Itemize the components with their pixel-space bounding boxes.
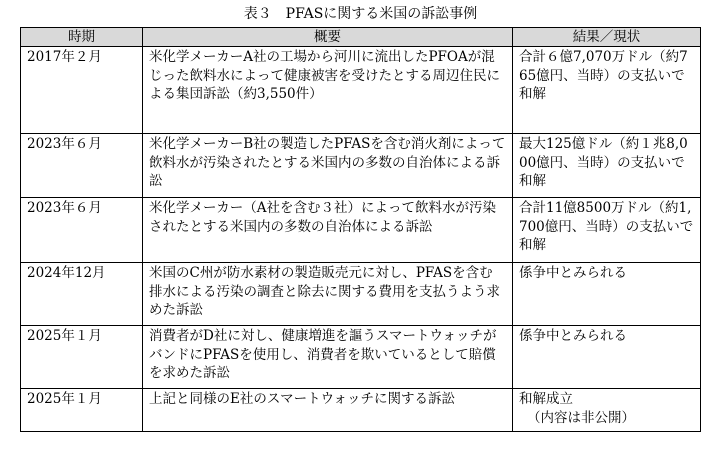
table-row bbox=[21, 134, 701, 198]
table-header-row bbox=[21, 28, 701, 47]
period-cell: 2025年１月 bbox=[21, 389, 143, 432]
header-summary: 概要 bbox=[143, 28, 513, 47]
period-cell: 2023年６月 bbox=[21, 198, 143, 263]
table-row bbox=[21, 263, 701, 326]
result-cell bbox=[513, 389, 701, 432]
summary-cell: 米化学メーカーA社の工場から河川に流出したPFOAが混じった飲料水によって健康被害を受けたとする周辺住民による集団訴訟（約3,550件） bbox=[143, 47, 513, 134]
result-note: （内容は非公開） bbox=[527, 409, 635, 426]
period-cell: 2017年２月 bbox=[21, 47, 143, 134]
summary-cell: 米国のC州が防水素材の製造販売元に対し、PFASを含む排水による汚染の調査と除去に関する費用を支払うよう求めた訴訟 bbox=[143, 263, 513, 326]
result-cell: 係争中とみられる bbox=[513, 263, 701, 326]
result-cell: 係争中とみられる bbox=[513, 326, 701, 389]
result-cell: 合計11億8500万ドル（約1,700億円、当時）の支払いで和解 bbox=[513, 198, 701, 263]
summary-cell: 米化学メーカー（A社を含む３社）によって飲料水が汚染されたとする米国内の多数の自治体による訴訟 bbox=[143, 198, 513, 263]
result-cell: 合計６億7,070万ドル（約765億円、当時）の支払いで和解 bbox=[513, 47, 701, 134]
summary-cell: 消費者がD社に対し、健康増進を謳うスマートウォッチがバンドにPFASを使用し、消費者を欺いているとして賠償を求めた訴訟 bbox=[143, 326, 513, 389]
table-row bbox=[21, 47, 701, 134]
period-cell: 2024年12月 bbox=[21, 263, 143, 326]
header-result: 結果／現状 bbox=[513, 28, 701, 47]
header-period: 時期 bbox=[21, 28, 143, 47]
period-cell: 2023年６月 bbox=[21, 134, 143, 198]
lawsuit-table bbox=[20, 27, 701, 432]
table-row bbox=[21, 198, 701, 263]
summary-cell: 上記と同様のE社のスマートウォッチに関する訴訟 bbox=[143, 389, 513, 432]
table-caption: 表３ PFASに関する米国の訴訟事例 bbox=[243, 6, 478, 22]
summary-cell: 米化学メーカーB社の製造したPFASを含む消火剤によって飲料水が汚染されたとする米国内の多数の自治体による訴訟 bbox=[143, 134, 513, 198]
result-text: 和解成立 bbox=[519, 391, 573, 407]
table-row bbox=[21, 326, 701, 389]
result-cell: 最大125億ドル（約１兆8,000億円、当時）の支払いで和解 bbox=[513, 134, 701, 198]
table-row bbox=[21, 389, 701, 432]
period-cell: 2025年１月 bbox=[21, 326, 143, 389]
